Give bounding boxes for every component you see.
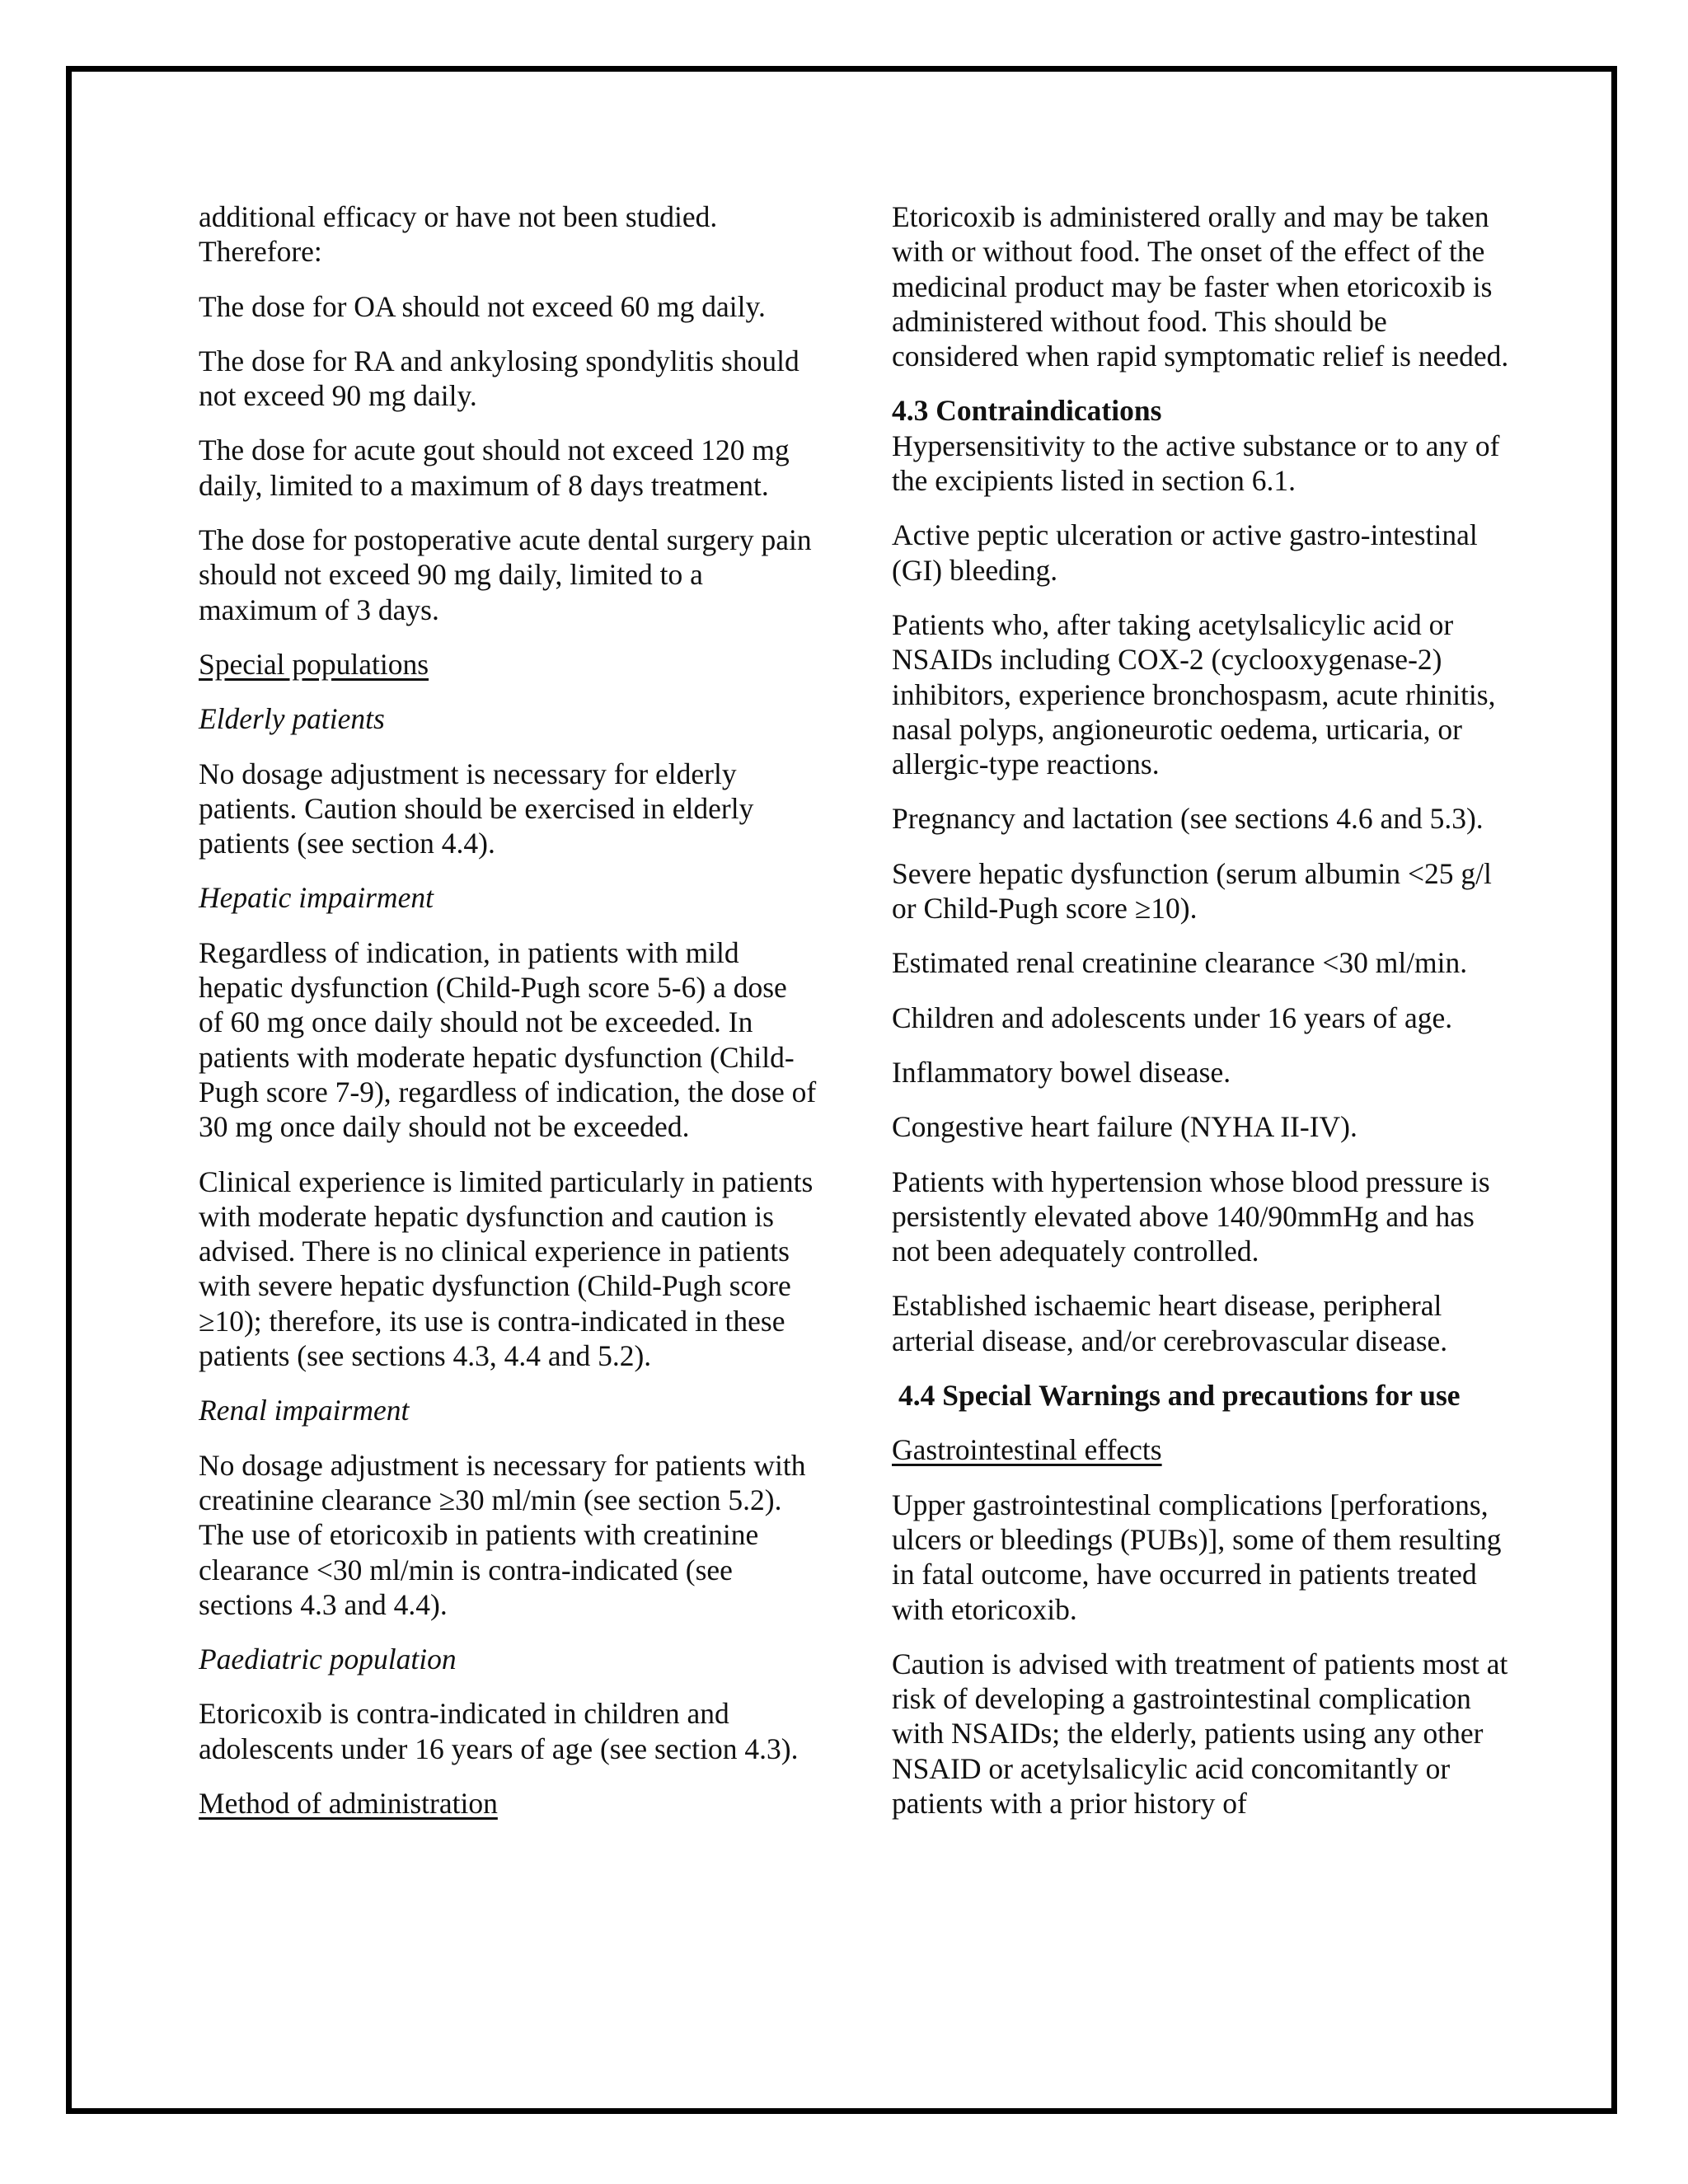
paragraph: Active peptic ulceration or active gastro-intestinal (GI) bleeding. [892,518,1478,587]
paragraph: The dose for OA should not exceed 60 mg daily. [199,289,766,323]
right-column [892,199,1510,1840]
paragraph: Upper gastrointestinal complications [perforations, ulcers or bleedings (PUBs)], some of them resulting in fatal outcome, have occurred in patients treated with etoricoxib. [892,1488,1502,1626]
left-column [199,199,817,1840]
paragraph: Inflammatory bowel disease. [892,1055,1231,1089]
gastrointestinal-effects-heading: Gastrointestinal effects [892,1433,1162,1467]
elderly-patients-heading: Elderly patients [199,702,385,736]
hepatic-impairment-heading: Hepatic impairment [199,881,434,915]
paragraph: Caution is advised with treatment of patients most at risk of developing a gastrointestinal complication with NSAIDs; the elderly, patients using any other NSAID or acetylsalicylic acid concomitantly or patients with a prior history of [892,1647,1508,1820]
paragraph: Congestive heart failure (NYHA II-IV). [892,1110,1357,1144]
paediatric-population-heading: Paediatric population [199,1643,457,1676]
paragraph: Patients who, after taking acetylsalicylic acid or NSAIDs including COX-2 (cyclooxygenase-2) inhibitors, experience bronchospasm, acute rhinitis, nasal polyps, angioneurotic oedema, urticaria, or allergic-type reactions. [892,607,1496,781]
renal-impairment-heading: Renal impairment [199,1394,410,1427]
paragraph: Etoricoxib is contra-indicated in children and adolescents under 16 years of age (see section 4.3). [199,1697,799,1765]
method-of-administration-heading: Method of administration [199,1786,498,1820]
paragraph: Etoricoxib is administered orally and may be taken with or without food. The onset of the effect of the medicinal product may be faster when etoricoxib is administered without food. This should be considered when rapid symptomatic relief is needed. [892,200,1509,373]
paragraph: The dose for RA and ankylosing spondylitis should not exceed 90 mg daily. [199,344,799,413]
special-populations-heading: Special populations [199,647,429,681]
paragraph: Clinical experience is limited particularly in patients with moderate hepatic dysfunction and caution is advised. There is no clinical experience in patients with severe hepatic dysfunction (Child-Pugh score ≥10); therefore, its use is contra-indicated in these patients (see sections 4.3, 4.4 and 5.2). [199,1165,814,1373]
paragraph: Patients with hypertension whose blood pressure is persistently elevated above 140/90mmHg and has not been adequately controlled. [892,1165,1490,1268]
paragraph: Children and adolescents under 16 years of age. [892,1001,1453,1034]
special-warnings-heading: 4.4 Special Warnings and precautions for use [898,1379,1461,1413]
paragraph: Hypersensitivity to the active substance or to any of the excipients listed in section 6.1. [892,429,1500,498]
paragraph: Established ischaemic heart disease, peripheral arterial disease, and/or cerebrovascular disease. [892,1289,1448,1357]
paragraph: No dosage adjustment is necessary for patients with creatinine clearance ≥30 ml/min (see section 5.2). The use of etoricoxib in patients with creatinine clearance <30 ml/min is contra-indicated (see sections 4.3 and 4.4). [199,1448,806,1621]
paragraph: Estimated renal creatinine clearance <30 ml/min. [892,946,1468,980]
paragraph: No dosage adjustment is necessary for elderly patients. Caution should be exercised in elderly patients (see section 4.4). [199,757,754,860]
paragraph: Severe hepatic dysfunction (serum albumin <25 g/l or Child-Pugh score ≥10). [892,856,1492,926]
paragraph: Regardless of indication, in patients with mild hepatic dysfunction (Child-Pugh score 5-6) a dose of 60 mg once daily should not be exceeded. In patients with moderate hepatic dysfunction (Child-Pugh score 7-9), regardless of indication, the dose of 30 mg once daily should not be exceeded. [199,935,817,1144]
paragraph: The dose for postoperative acute dental surgery pain should not exceed 90 mg daily, limited to a maximum of 3 days. [199,523,812,626]
paragraph: Pregnancy and lactation (see sections 4.6 and 5.3). [892,802,1484,836]
contraindications-heading: 4.3 Contraindications [892,394,1162,428]
paragraph: additional efficacy or have not been studied. Therefore: [199,200,718,269]
paragraph: The dose for acute gout should not exceed 120 mg daily, limited to a maximum of 8 days treatment. [199,434,790,502]
